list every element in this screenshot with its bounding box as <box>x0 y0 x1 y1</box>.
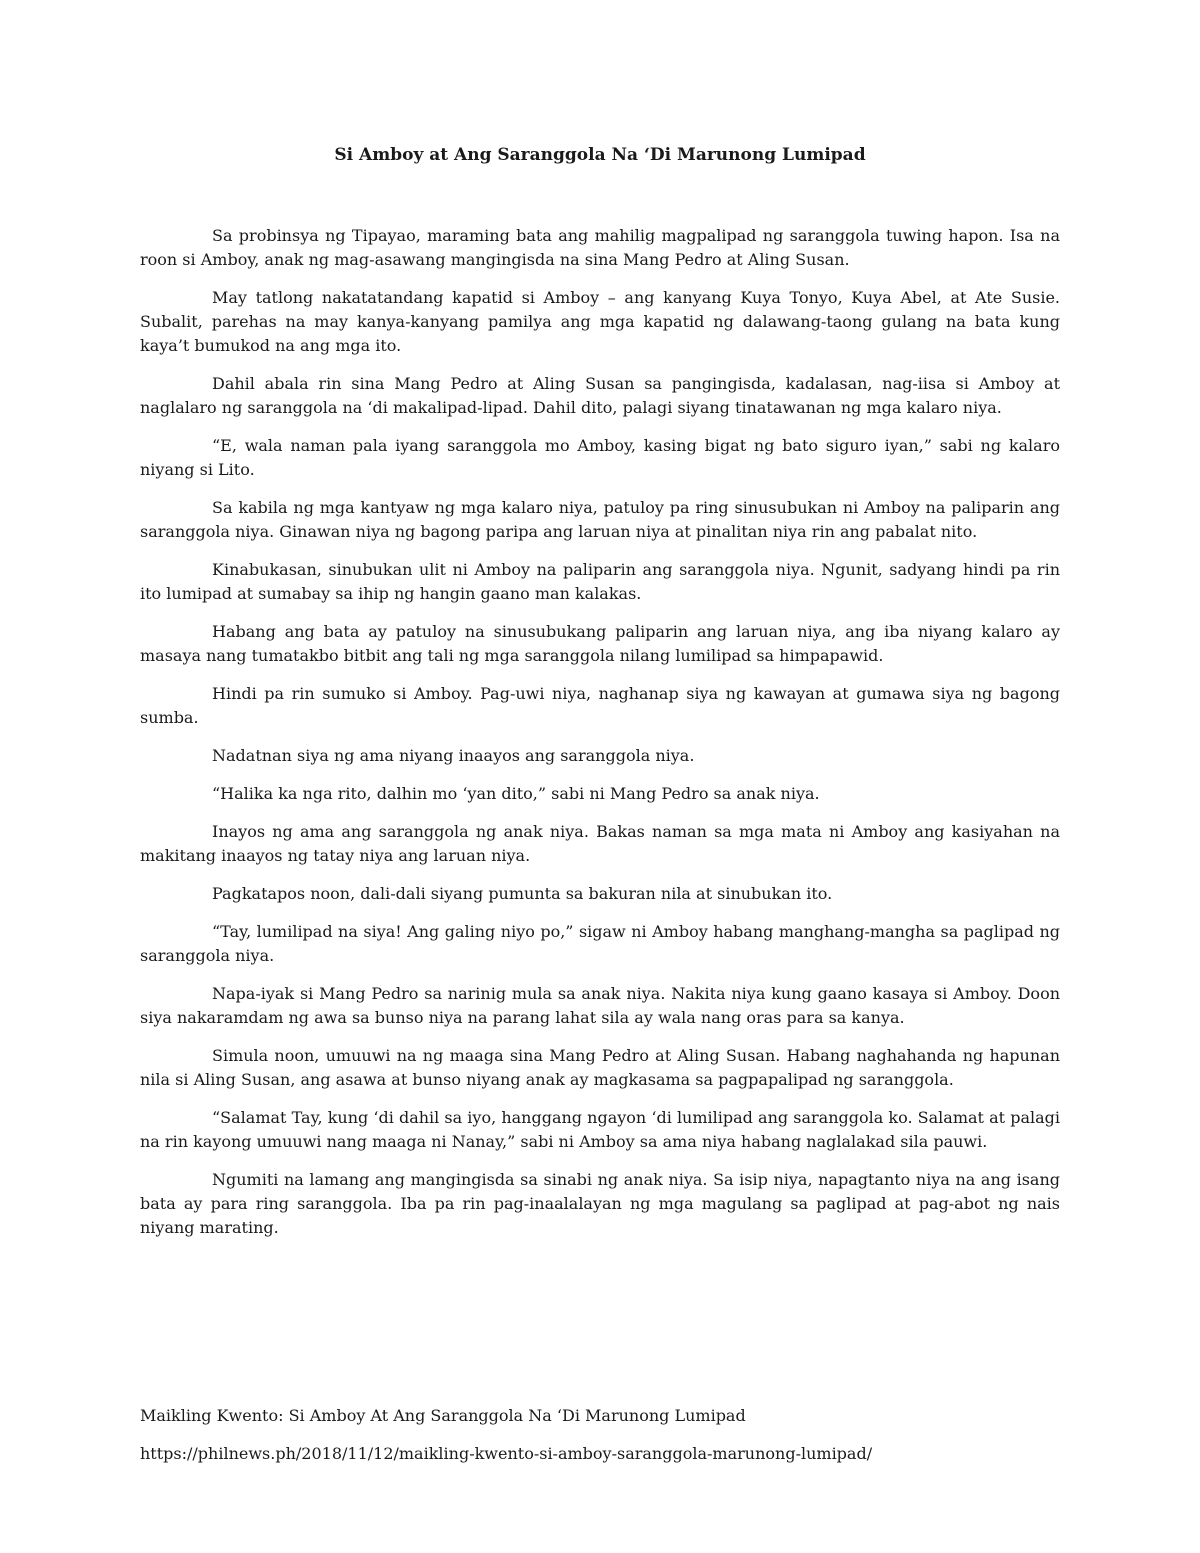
paragraph: Habang ang bata ay patuloy na sinusubukang paliparin ang laruan niya, ang iba niyang kalaro ay masaya nang tumatakbo bitbit ang tali ng mga saranggola nilang lumilipad sa himpapawid. <box>140 622 1060 665</box>
paragraph: Hindi pa rin sumuko si Amboy. Pag-uwi niya, naghanap siya ng kawayan at gumawa siya ng bagong sumba. <box>140 684 1060 727</box>
source-title: Maikling Kwento: Si Amboy At Ang Saranggola Na ‘Di Marunong Lumipad <box>140 1406 746 1425</box>
paragraph: Sa probinsya ng Tipayao, maraming bata ang mahilig magpalipad ng saranggola tuwing hapon. Isa na roon si Amboy, anak ng mag-asawang mangingisda na sina Mang Pedro at Aling Susan. <box>140 226 1060 269</box>
paragraph: “Tay, lumilipad na siya! Ang galing niyo po,” sigaw ni Amboy habang manghang-mangha sa paglipad ng saranggola niya. <box>140 922 1060 965</box>
paragraph: Simula noon, umuuwi na ng maaga sina Mang Pedro at Aling Susan. Habang naghahanda ng hapunan nila si Aling Susan, ang asawa at bunso niyang anak ay magkasama sa pagpapalipad ng saranggola. <box>140 1046 1060 1089</box>
paragraph: “Halika ka nga rito, dalhin mo ‘yan dito,” sabi ni Mang Pedro sa anak niya. <box>212 784 820 803</box>
source-url: https://philnews.ph/2018/11/12/maikling-kwento-si-amboy-saranggola-marunong-lumipad/ <box>140 1444 873 1463</box>
document-title: Si Amboy at Ang Saranggola Na ‘Di Marunong Lumipad <box>334 145 866 165</box>
paragraph: May tatlong nakatatandang kapatid si Amboy – ang kanyang Kuya Tonyo, Kuya Abel, at Ate Susie. Subalit, parehas na may kanya-kanyang pamilya ang mga kapatid ng dalawang-taong gulang na bata kung kaya’t bumukod na ang mga ito. <box>140 288 1060 355</box>
story-body <box>140 224 1060 1254</box>
paragraph: Ngumiti na lamang ang mangingisda sa sinabi ng anak niya. Sa isip niya, napagtanto niya na ang isang bata ay para ring saranggola. Iba pa rin pag-inaalalayan ng mga magulang sa paglipad at pag-abot ng nais niyang marating. <box>140 1170 1060 1237</box>
paragraph: Inayos ng ama ang saranggola ng anak niya. Bakas naman sa mga mata ni Amboy ang kasiyahan na makitang inaayos ng tatay niya ang laruan niya. <box>140 822 1060 865</box>
paragraph: Nadatnan siya ng ama niyang inaayos ang saranggola niya. <box>212 746 695 765</box>
paragraph: Pagkatapos noon, dali-dali siyang pumunta sa bakuran nila at sinubukan ito. <box>212 884 833 903</box>
paragraph: “E, wala naman pala iyang saranggola mo Amboy, kasing bigat ng bato siguro iyan,” sabi ng kalaro niyang si Lito. <box>140 436 1060 479</box>
paragraph: Napa-iyak si Mang Pedro sa narinig mula sa anak niya. Nakita niya kung gaano kasaya si Amboy. Doon siya nakaramdam ng awa sa bunso niya na parang lahat sila ay wala nang oras para sa kanya. <box>140 984 1060 1027</box>
source-footer <box>140 1404 1060 1480</box>
paragraph: Kinabukasan, sinubukan ulit ni Amboy na paliparin ang saranggola niya. Ngunit, sadyang hindi pa rin ito lumipad at sumabay sa ihip ng hangin gaano man kalakas. <box>140 560 1060 603</box>
paragraph: “Salamat Tay, kung ‘di dahil sa iyo, hanggang ngayon ‘di lumilipad ang saranggola ko. Salamat at palagi na rin kayong umuuwi nang maaga ni Nanay,” sabi ni Amboy sa ama niya habang naglalakad sila pauwi. <box>140 1108 1060 1151</box>
paragraph: Dahil abala rin sina Mang Pedro at Aling Susan sa pangingisda, kadalasan, nag-iisa si Amboy at naglalaro ng saranggola na ‘di makalipad-lipad. Dahil dito, palagi siyang tinatawanan ng mga kalaro niya. <box>140 374 1060 417</box>
paragraph: Sa kabila ng mga kantyaw ng mga kalaro niya, patuloy pa ring sinusubukan ni Amboy na paliparin ang saranggola niya. Ginawan niya ng bagong paripa ang laruan niya at pinalitan niya rin ang pabalat nito. <box>140 498 1060 541</box>
